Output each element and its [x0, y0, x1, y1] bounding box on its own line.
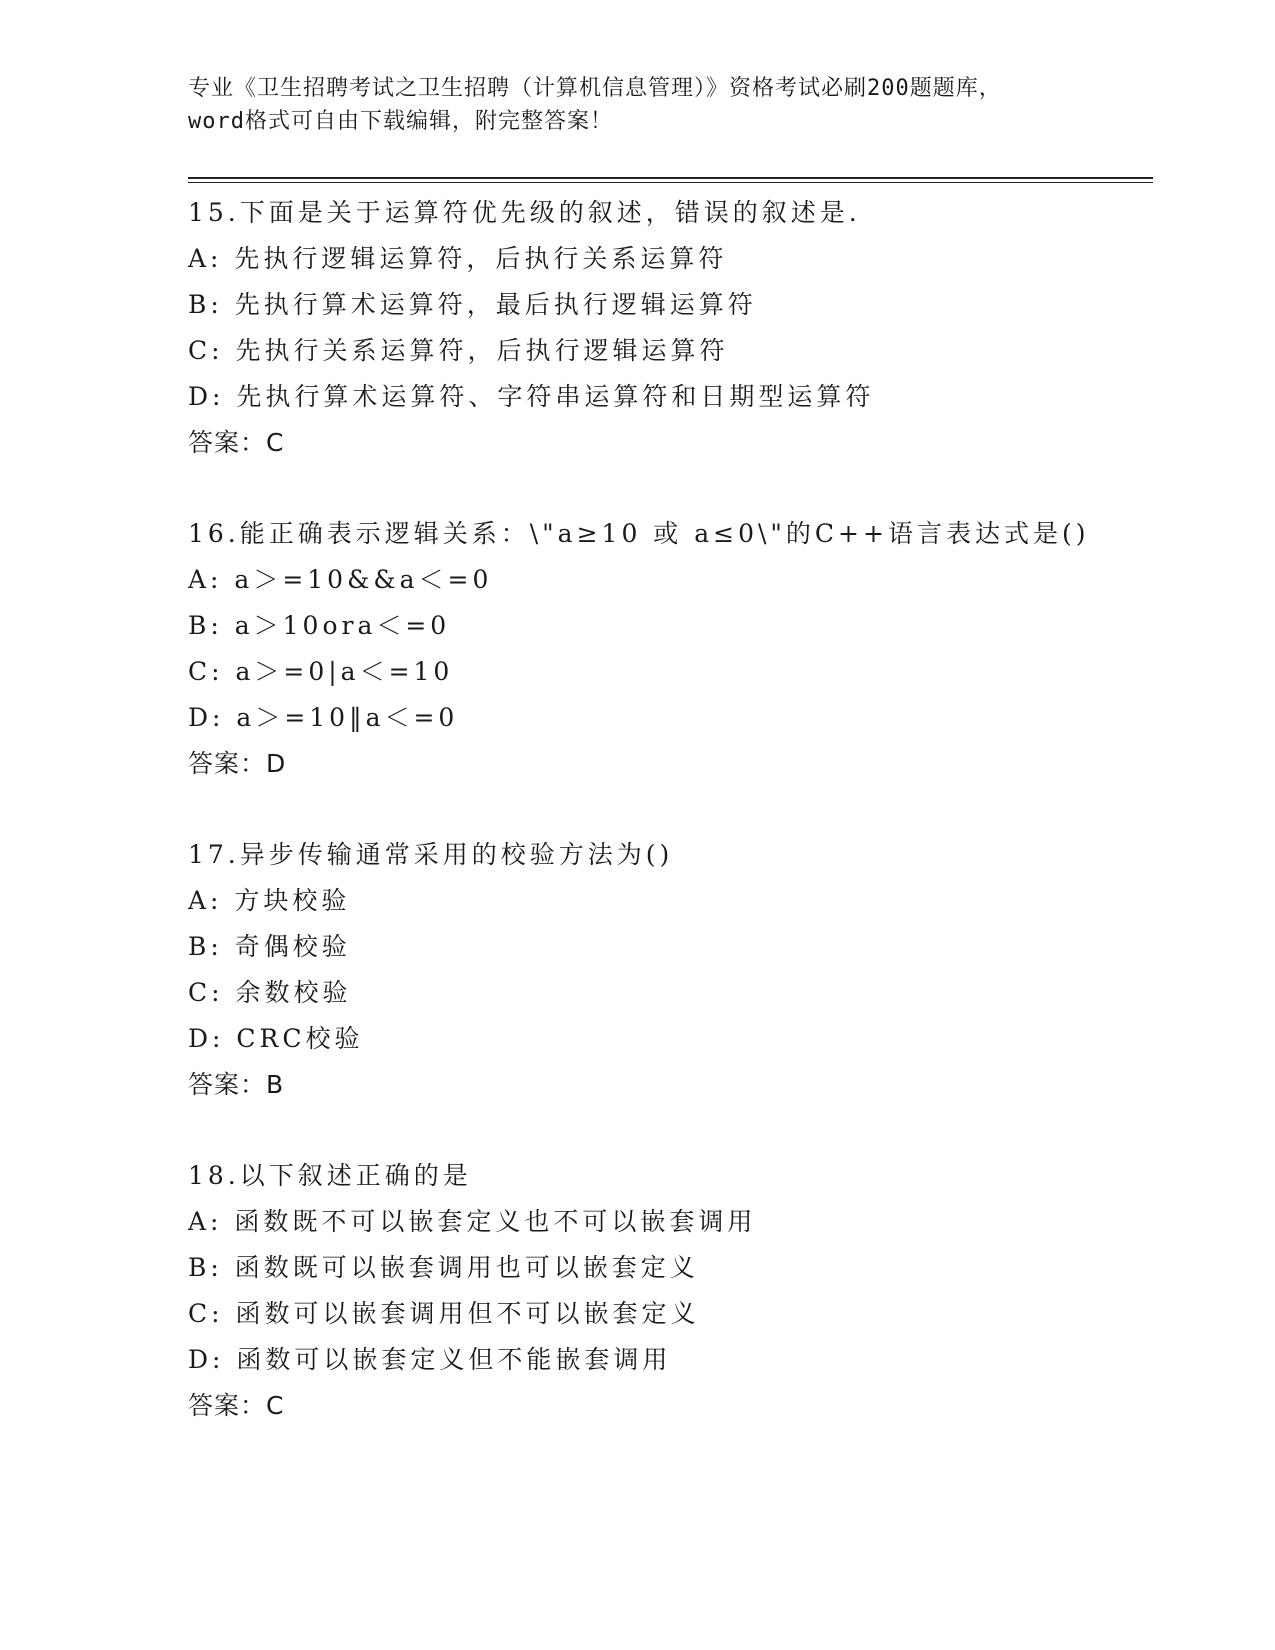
question-18	[188, 1153, 1148, 1429]
question-stem: 17.异步传输通常采用的校验方法为()	[188, 840, 674, 869]
question-list	[188, 190, 1148, 1474]
question-15	[188, 190, 1148, 466]
header-line-1: 专业《卫生招聘考试之卫生招聘（计算机信息管理）》资格考试必刷200题题库，	[188, 76, 1002, 101]
option-a: A: 先执行逻辑运算符，后执行关系运算符	[188, 244, 728, 273]
option-a: A: 方块校验	[188, 886, 351, 915]
option-b: B: 奇偶校验	[188, 932, 351, 961]
header-line-2: word格式可自由下载编辑，附完整答案！	[188, 109, 613, 134]
option-d: D: CRC校验	[188, 1024, 364, 1053]
option-c: C: 余数校验	[188, 978, 352, 1007]
option-b: B: 先执行算术运算符，最后执行逻辑运算符	[188, 290, 757, 319]
option-a: A: 函数既不可以嵌套定义也不可以嵌套调用	[188, 1207, 757, 1236]
document-header	[188, 72, 1088, 138]
question-stem: 15.下面是关于运算符优先级的叙述，错误的叙述是.	[188, 198, 861, 227]
option-b: B: a＞10ora＜=0	[188, 611, 451, 640]
option-c: C: 先执行关系运算符，后执行逻辑运算符	[188, 336, 729, 365]
option-d: D: a＞=10‖a＜=0	[188, 703, 459, 732]
option-c: C: a＞=0|a＜=10	[188, 657, 454, 686]
answer-label: 答案：D	[188, 749, 287, 778]
option-d: D: 函数可以嵌套定义但不能嵌套调用	[188, 1345, 672, 1374]
option-a: A: a＞=10&&a＜=0	[188, 565, 493, 594]
header-divider	[188, 177, 1153, 183]
option-d: D: 先执行算术运算符、字符串运算符和日期型运算符	[188, 382, 875, 411]
question-stem: 16.能正确表示逻辑关系：\"a≥10 或 a≤0\"的C++语言表达式是()	[188, 519, 1090, 548]
option-b: B: 函数既可以嵌套调用也可以嵌套定义	[188, 1253, 699, 1282]
question-17	[188, 832, 1148, 1108]
answer-label: 答案：C	[188, 428, 285, 457]
answer-label: 答案：B	[188, 1070, 285, 1099]
answer-label: 答案：C	[188, 1391, 285, 1420]
question-stem: 18.以下叙述正确的是	[188, 1161, 472, 1190]
option-c: C: 函数可以嵌套调用但不可以嵌套定义	[188, 1299, 700, 1328]
question-16	[188, 511, 1148, 787]
